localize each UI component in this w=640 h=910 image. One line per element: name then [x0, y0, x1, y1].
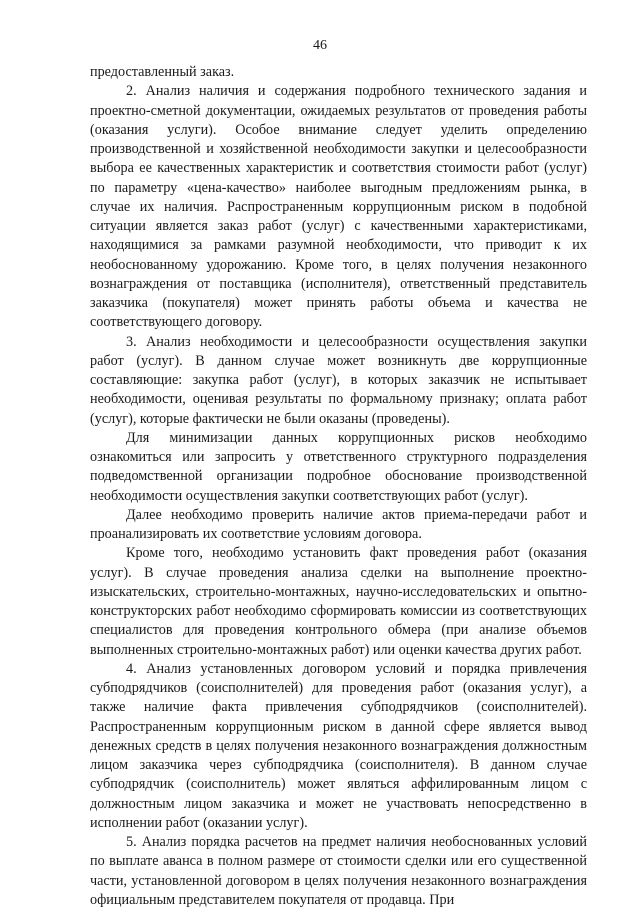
paragraph-acts-check: Далее необходимо проверить наличие актов приема-передачи работ и проанализировать их соответствие условиям договора. [90, 506, 587, 542]
document-body [90, 63, 587, 910]
paragraph-item-5: 5. Анализ порядка расчетов на предмет наличия необоснованных условий по выплате аванса в полном размере от стоимости сделки или его существенной части, установленной договором в целях получения незаконного вознаграждения официальным представителем покупателя от продавца. При [90, 834, 587, 908]
paragraph-minimization: Для минимизации данных коррупционных рисков необходимо ознакомиться или запросить у ответственного структурного подразделения подведомственной организации подробное обоснование производственной необходимости осуществления закупки соответствующих работ (услуг). [90, 429, 587, 504]
paragraph-item-2: 2. Анализ наличия и содержания подробного технического задания и проектно-сметной документации, ожидаемых результатов от проведения работы (оказания услуги). Особое внимание следует уделить определению производственной и хозяйственной необходимости закупки и целесообразности выбора ее качественных характеристик и соответствия стоимости работ (услуг) по параметру «цена-качество» наиболее выгодным предложениям рынка, в случае их наличия. Распространенным коррупционным риском в подобной ситуации является заказ работ (услуг) с качественными характеристиками, находящимися за рамками разумной необходимости, что приводит к их необоснованному удорожанию. Кроме того, в целях получения незаконного вознаграждения от поставщика (исполнителя), ответственный представитель заказчика (покупателя) может принять работы объема и качества не соответствующего договору. [90, 83, 587, 331]
paragraph-fact-check: Кроме того, необходимо установить факт проведения работ (оказания услуг). В случае проведения анализа сделки на выполнение проектно-изыскательских, строительно-монтажных, научно-исследовательских и опытно-конструкторских работ необходимо сформировать комиссии из соответствующих специалистов для проведения контрольного обмера (при анализе объемов выполненных строительно-монтажных работ) или оценки качества других работ. [90, 545, 587, 658]
paragraph-item-4: 4. Анализ установленных договором условий и порядка привлечения субподрядчиков (соисполнителей) для проведения работ (оказания услуг), а также наличие факта привлечения субподрядчиков (соисполнителей). Распространенным коррупционным риском в данной сфере является вывод денежных средств в целях получения незаконного вознаграждения должностным лицом заказчика через субподрядчика (соисполнителя). В данном случае субподрядчик (соисполнитель) может являться аффилированным лицом с должностным лицом заказчика и может не участвовать непосредственно в исполнении работ (оказании услуг). [90, 660, 587, 831]
page-number: 46 [313, 38, 327, 53]
paragraph-item-3: 3. Анализ необходимости и целесообразности осуществления закупки работ (услуг). В данном случае может возникнуть две коррупционные составляющие: закупка работ (услуг), в которых заказчик не испытывает необходимости, оценивая результаты по формальному признаку; оплата работ (услуг), которые фактически не были оказаны (проведены). [90, 333, 587, 427]
paragraph-continuation: предоставленный заказ. [90, 64, 235, 80]
